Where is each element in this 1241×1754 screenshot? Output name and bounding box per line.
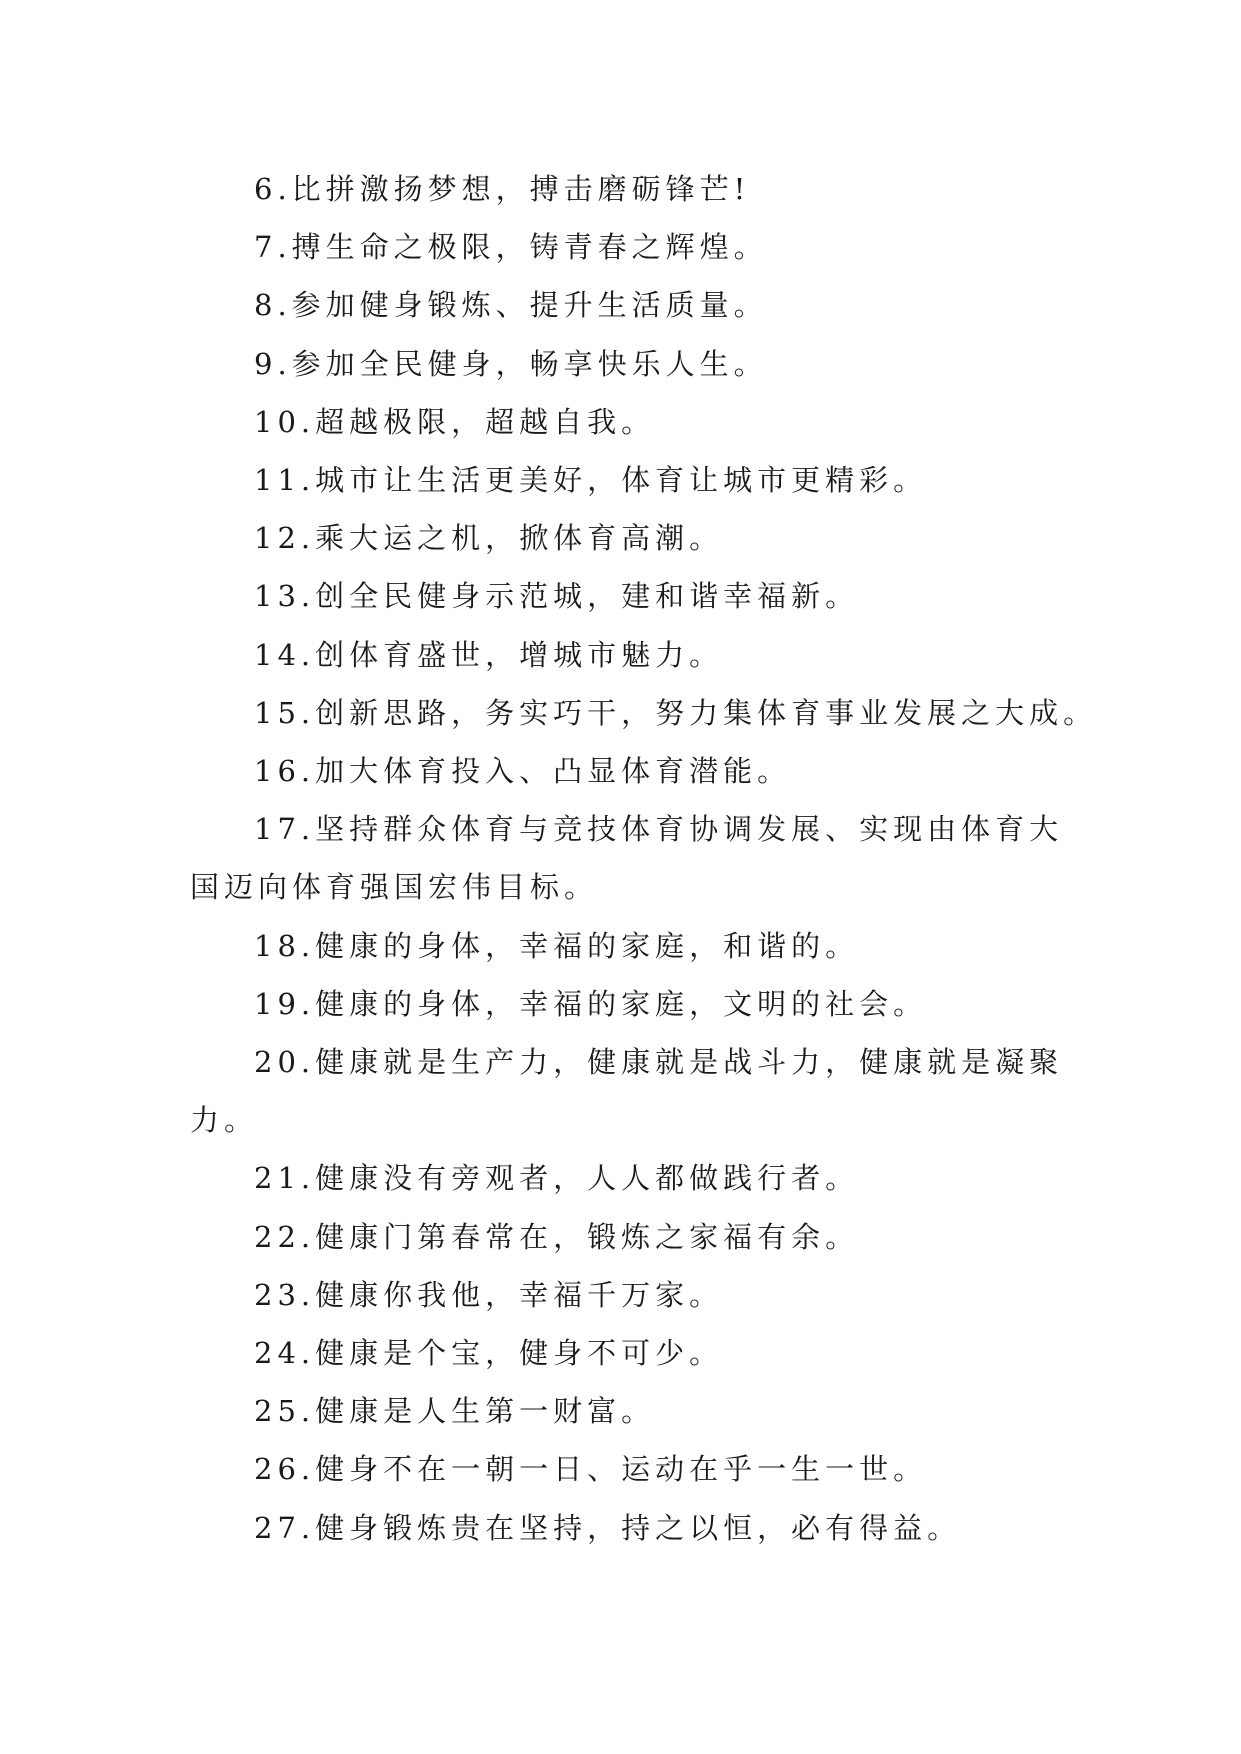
list-item: 22.健康门第春常在，锻炼之家福有余。	[254, 1219, 860, 1254]
list-item: 18.健康的身体，幸福的家庭，和谐的。	[254, 928, 860, 963]
list-item: 7.搏生命之极限，铸青春之辉煌。	[254, 230, 768, 265]
list-item: 26.健身不在一朝一日、运动在乎一生一世。	[254, 1452, 928, 1487]
list-item-continuation: 国迈向体育强国宏伟目标。	[190, 870, 599, 905]
list-item: 24.健康是个宝，健身不可少。	[254, 1336, 724, 1371]
list-item: 13.创全民健身示范城，建和谐幸福新。	[254, 579, 860, 614]
list-item: 11.城市让生活更美好，体育让城市更精彩。	[254, 463, 928, 498]
list-item: 19.健康的身体，幸福的家庭，文明的社会。	[254, 986, 928, 1021]
list-item: 10.超越极限，超越自我。	[254, 404, 656, 439]
list-item: 16.加大体育投入、凸显体育潜能。	[254, 754, 792, 789]
list-item: 21.健康没有旁观者，人人都做践行者。	[254, 1161, 860, 1196]
slogan-list	[190, 160, 1098, 1557]
list-item: 6.比拼激扬梦想，搏击磨砺锋芒!	[254, 172, 751, 206]
list-item-continuation: 力。	[190, 1103, 259, 1138]
list-item: 20.健康就是生产力，健康就是战斗力，健康就是凝聚	[254, 1045, 1064, 1080]
list-item: 25.健康是人生第一财富。	[254, 1394, 656, 1429]
list-item: 23.健康你我他，幸福千万家。	[254, 1277, 724, 1312]
list-item: 9.参加全民健身，畅享快乐人生。	[254, 346, 768, 381]
list-item: 8.参加健身锻炼、提升生活质量。	[254, 288, 768, 323]
list-item: 15.创新思路，务实巧干，努力集体育事业发展之大成。	[254, 695, 1098, 730]
list-item: 12.乘大运之机，掀体育高潮。	[254, 521, 724, 556]
list-item: 17.坚持群众体育与竞技体育协调发展、实现由体育大	[254, 812, 1064, 847]
list-item: 14.创体育盛世，增城市魅力。	[254, 637, 724, 672]
list-item: 27.健身锻炼贵在坚持，持之以恒，必有得益。	[254, 1510, 962, 1545]
